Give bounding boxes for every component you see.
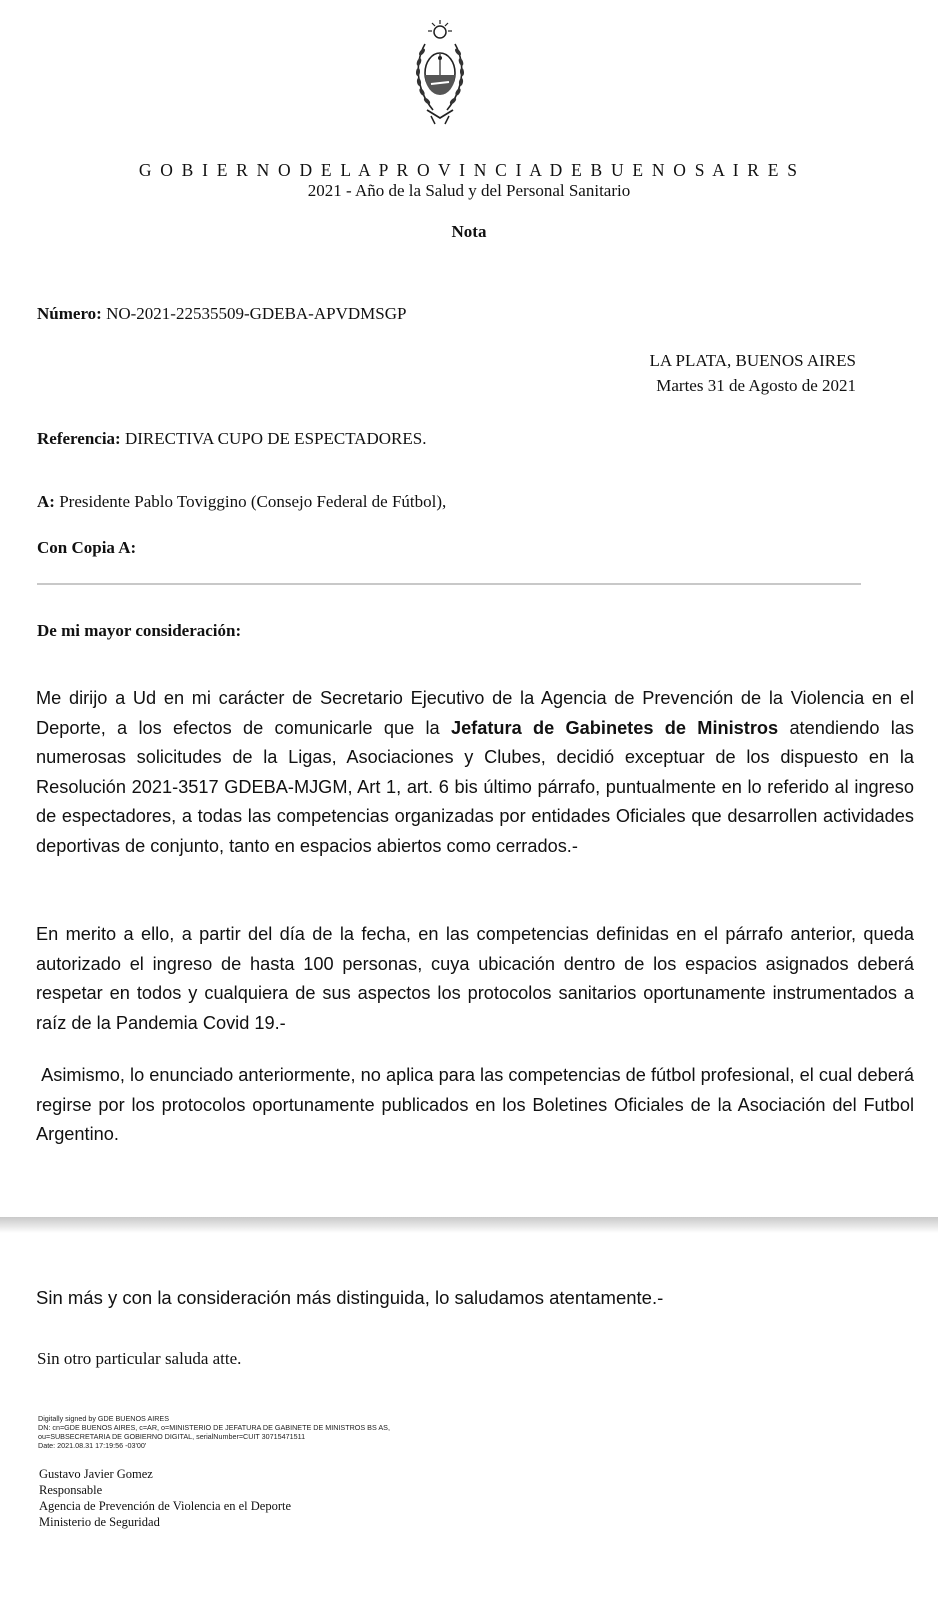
numero-label: Número: <box>37 304 102 323</box>
digital-signature-line: DN: cn=GDE BUENOS AIRES, c=AR, o=MINISTERIO DE JEFATURA DE GABINETE DE MINISTROS BS AS, <box>38 1423 390 1432</box>
signer-block <box>39 1466 291 1530</box>
government-title: G O B I E R N O D E L A P R O V I N C I A D E B U E N O S A I R E S <box>138 160 800 180</box>
digital-signature-line: Digitally signed by GDE BUENOS AIRES <box>38 1414 170 1423</box>
body-p1-bold: Jefatura de Gabinetes de Ministros <box>450 717 779 738</box>
con-copia-label: Con Copia A: <box>37 538 137 557</box>
numero-value: NO-2021-22535509-GDEBA-APVDMSGP <box>106 304 407 323</box>
coat-of-arms-icon <box>411 18 469 128</box>
destinatario-label: A: <box>37 492 55 511</box>
salutation-row <box>37 621 241 641</box>
body-paragraph-3: Asimismo, lo enunciado anteriormente, no aplica para las competencias de fútbol profesional, el cual deberá regirse por los protocolos oportunamente publicados en los Boletines Oficiales de la Asociación del Futbol Argentino. <box>36 1065 920 1144</box>
document-type: Nota <box>451 222 487 241</box>
referencia-row <box>37 429 426 449</box>
signer-agency: Agencia de Prevención de Violencia en el Deporte <box>39 1499 292 1513</box>
page-break-band <box>0 1217 938 1233</box>
signer-ministry: Ministerio de Seguridad <box>39 1515 160 1529</box>
referencia-value: DIRECTIVA CUPO DE ESPECTADORES. <box>124 429 427 448</box>
place: LA PLATA, BUENOS AIRES <box>649 351 856 370</box>
signer-role: Responsable <box>39 1483 103 1497</box>
body-paragraph-2: En merito a ello, a partir del día de la fecha, en las competencias definidas en el párrafo anterior, queda autorizado el ingreso de hasta 100 personas, cuya ubicación dentro de los espacios asignados deberá respetar en todos y cualquiera de sus aspectos los protocolos sanitarios oportunamente instrumentados a raíz de la Pandemia Covid 19.- <box>36 924 914 1033</box>
body-p1-text-cont: atendiendo las numerosas solicitudes de la Ligas, Asociaciones y Clubes, decidió exceptuar de los dispuesto en la Resolución 2021-3517 GDEBA-MJGM, Art 1, art. 6 bis último párrafo, puntualmente en lo referido al ingreso de espectadores, a todas las competencias organizadas por entidades Oficiales que desarrollen actividades deportivas de conjunto, tanto en espacios abiertos como cerrados.- <box>36 717 915 856</box>
date: Martes 31 de Agosto de 2021 <box>656 376 856 395</box>
salutation: De mi mayor consideración: <box>37 621 242 640</box>
con-copia-row <box>37 538 136 558</box>
destinatario-row <box>37 492 446 512</box>
closing-line: Sin más y con la consideración más distinguida, lo saludamos atentamente.- <box>36 1287 664 1308</box>
year-motto: 2021 - Año de la Salud y del Personal Sanitario <box>307 181 631 200</box>
closing-line-2: Sin otro particular saluda atte. <box>37 1349 242 1368</box>
divider <box>37 583 861 585</box>
destinatario-value: Presidente Pablo Toviggino (Consejo Federal de Fútbol), <box>59 492 447 511</box>
digital-signature-line: ou=SUBSECRETARIA DE GOBIERNO DIGITAL, serialNumber=CUIT 30715471511 <box>38 1432 306 1441</box>
referencia-label: Referencia: <box>37 429 121 448</box>
numero-row <box>37 304 406 324</box>
body-paragraph-1 <box>36 684 914 861</box>
body-p1-text: Me dirijo a Ud en mi carácter de Secretario Ejecutivo de la Agencia de Prevención de la Violencia en el Deporte, a los efectos de comunicarle que la <box>36 688 914 738</box>
digital-signature-line: Date: 2021.08.31 17:19:56 -03'00' <box>38 1441 147 1450</box>
digital-signature-block <box>38 1414 390 1450</box>
signer-name: Gustavo Javier Gomez <box>39 1467 153 1481</box>
